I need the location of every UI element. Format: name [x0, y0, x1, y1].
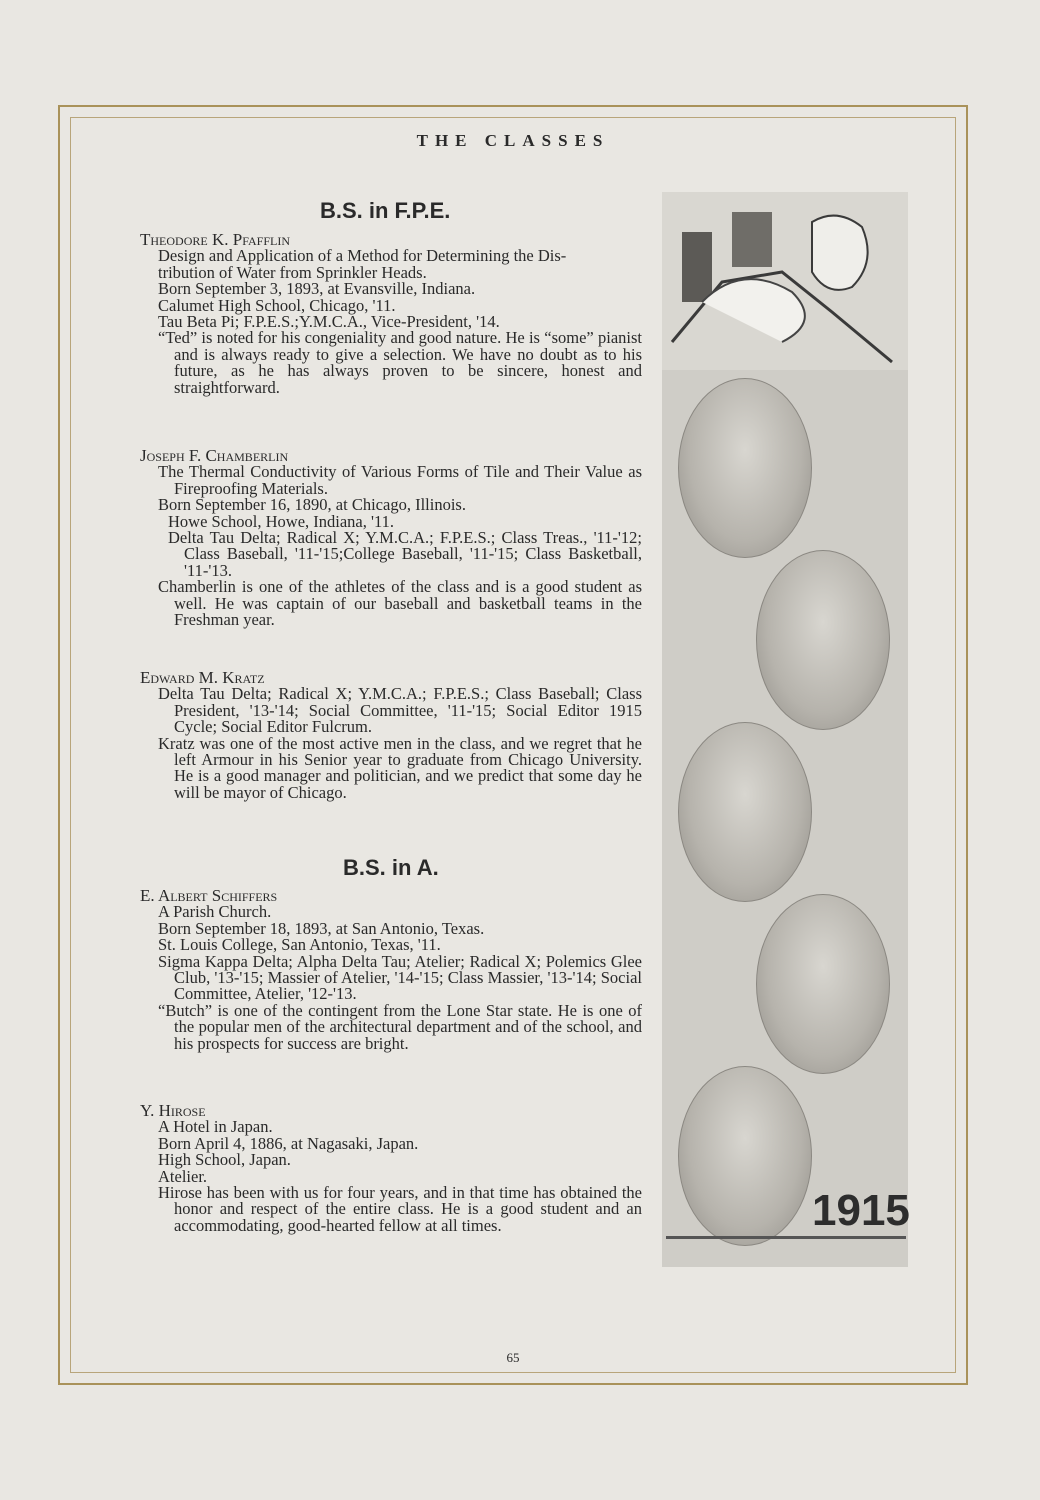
portrait-photo [678, 1066, 812, 1246]
entry-note: “Butch” is one of the contingent from the Lone Star state. He is one of the popular men of the architectural department and of the school, and his prospects for success are bright. [158, 1000, 642, 1053]
page-number: 65 [506, 1350, 520, 1365]
entry-line: Design and Application of a Method for Determining the Dis- [158, 246, 567, 266]
sketch-artwork-icon [662, 192, 908, 370]
sketch-illustration [662, 192, 908, 370]
entry-name: Edward M. Kratz [140, 668, 265, 687]
entry-name: Joseph F. Chamberlin [140, 446, 289, 465]
entry-line: Born April 4, 1886, at Nagasaki, Japan. [158, 1133, 419, 1153]
entry-line: St. Louis College, San Antonio, Texas, '11. [158, 935, 441, 955]
entry-note: Kratz was one of the most active men in the class, and we regret that he left Armour in his Senior year to graduate from Chicago University. He is a good manager and politician, and we predict that some day he will be mayor of Chicago. [158, 733, 642, 802]
entry-kratz [140, 670, 642, 801]
entry-line: The Thermal Conductivity of Various Forms of Tile and Their Value as Fireproofing Materials. [158, 462, 642, 498]
entry-line: Calumet High School, Chicago, '11. [158, 295, 396, 315]
entry-line: Delta Tau Delta; Radical X; Y.M.C.A.; F.P.E.S.; Class Treas., '11-'12; Class Baseball, '11-'15;College Baseball, '11-'15; Class Basketball, '11-'13. [168, 528, 642, 580]
portrait-photo [756, 894, 890, 1074]
portrait-photo [678, 722, 812, 902]
entry-line: Howe School, Howe, Indiana, '11. [168, 511, 394, 531]
entry-schiffers [140, 888, 642, 1052]
entry-line: Born September 18, 1893, at San Antonio, Texas. [158, 918, 485, 938]
running-head: THE CLASSES [416, 131, 610, 150]
entry-line: Born September 16, 1890, at Chicago, Illinois. [158, 495, 466, 515]
entry-name: E. Albert Schiffers [140, 886, 278, 905]
entry-note: Chamberlin is one of the athletes of the class and is a good student as well. He was captain of our baseball and basketball teams in the Freshman year. [158, 577, 642, 630]
strip-rule [666, 1236, 906, 1239]
entry-name: Theodore K. Pfafflin [140, 230, 290, 249]
year-mark: 1915 [812, 1186, 910, 1235]
entry-note: “Ted” is noted for his congeniality and good nature. He is “some” pianist and is always ready to give a selection. We have no doubt as to his future, as he has always proven to be sincere, honest and straightforward. [158, 328, 642, 397]
entry-line: Tau Beta Pi; F.P.E.S.;Y.M.C.A., Vice-President, '14. [158, 312, 500, 332]
entry-line: Born September 3, 1893, at Evansville, Indiana. [158, 279, 476, 299]
entry-note: Hirose has been with us for four years, and in that time has obtained the honor and respect of the entire class. He is a good student and an accommodating, good-hearted fellow at all times. [158, 1183, 642, 1235]
entry-line: Atelier. [158, 1166, 208, 1186]
entry-line: High School, Japan. [158, 1150, 291, 1170]
entry-chamberlin [140, 448, 642, 628]
entry-line: tribution of Water from Sprinkler Heads. [158, 262, 427, 282]
entry-line: A Parish Church. [158, 902, 272, 922]
entry-pfafflin [140, 232, 642, 396]
entry-line: Delta Tau Delta; Radical X; Y.M.C.A.; F.P.E.S.; Class Baseball; Class President, '13-'14; Social Committee, '11-'15; Social Editor 1915 Cycle; Social Editor Fulcrum. [158, 684, 642, 737]
entry-name: Y. Hirose [140, 1101, 206, 1120]
portrait-photo [756, 550, 890, 730]
entry-line: Sigma Kappa Delta; Alpha Delta Tau; Atelier; Radical X; Polemics Glee Club, '13-'15; Massier of Atelier, '14-'15; Class Massier, '13-'14; Social Committee, Atelier, '12-'13. [158, 951, 642, 1004]
section-title-fpe: B.S. in F.P.E. [320, 198, 451, 223]
entry-line: A Hotel in Japan. [158, 1117, 273, 1137]
section-title-arch: B.S. in A. [343, 855, 439, 880]
portrait-photo [678, 378, 812, 558]
entry-hirose [140, 1103, 642, 1234]
